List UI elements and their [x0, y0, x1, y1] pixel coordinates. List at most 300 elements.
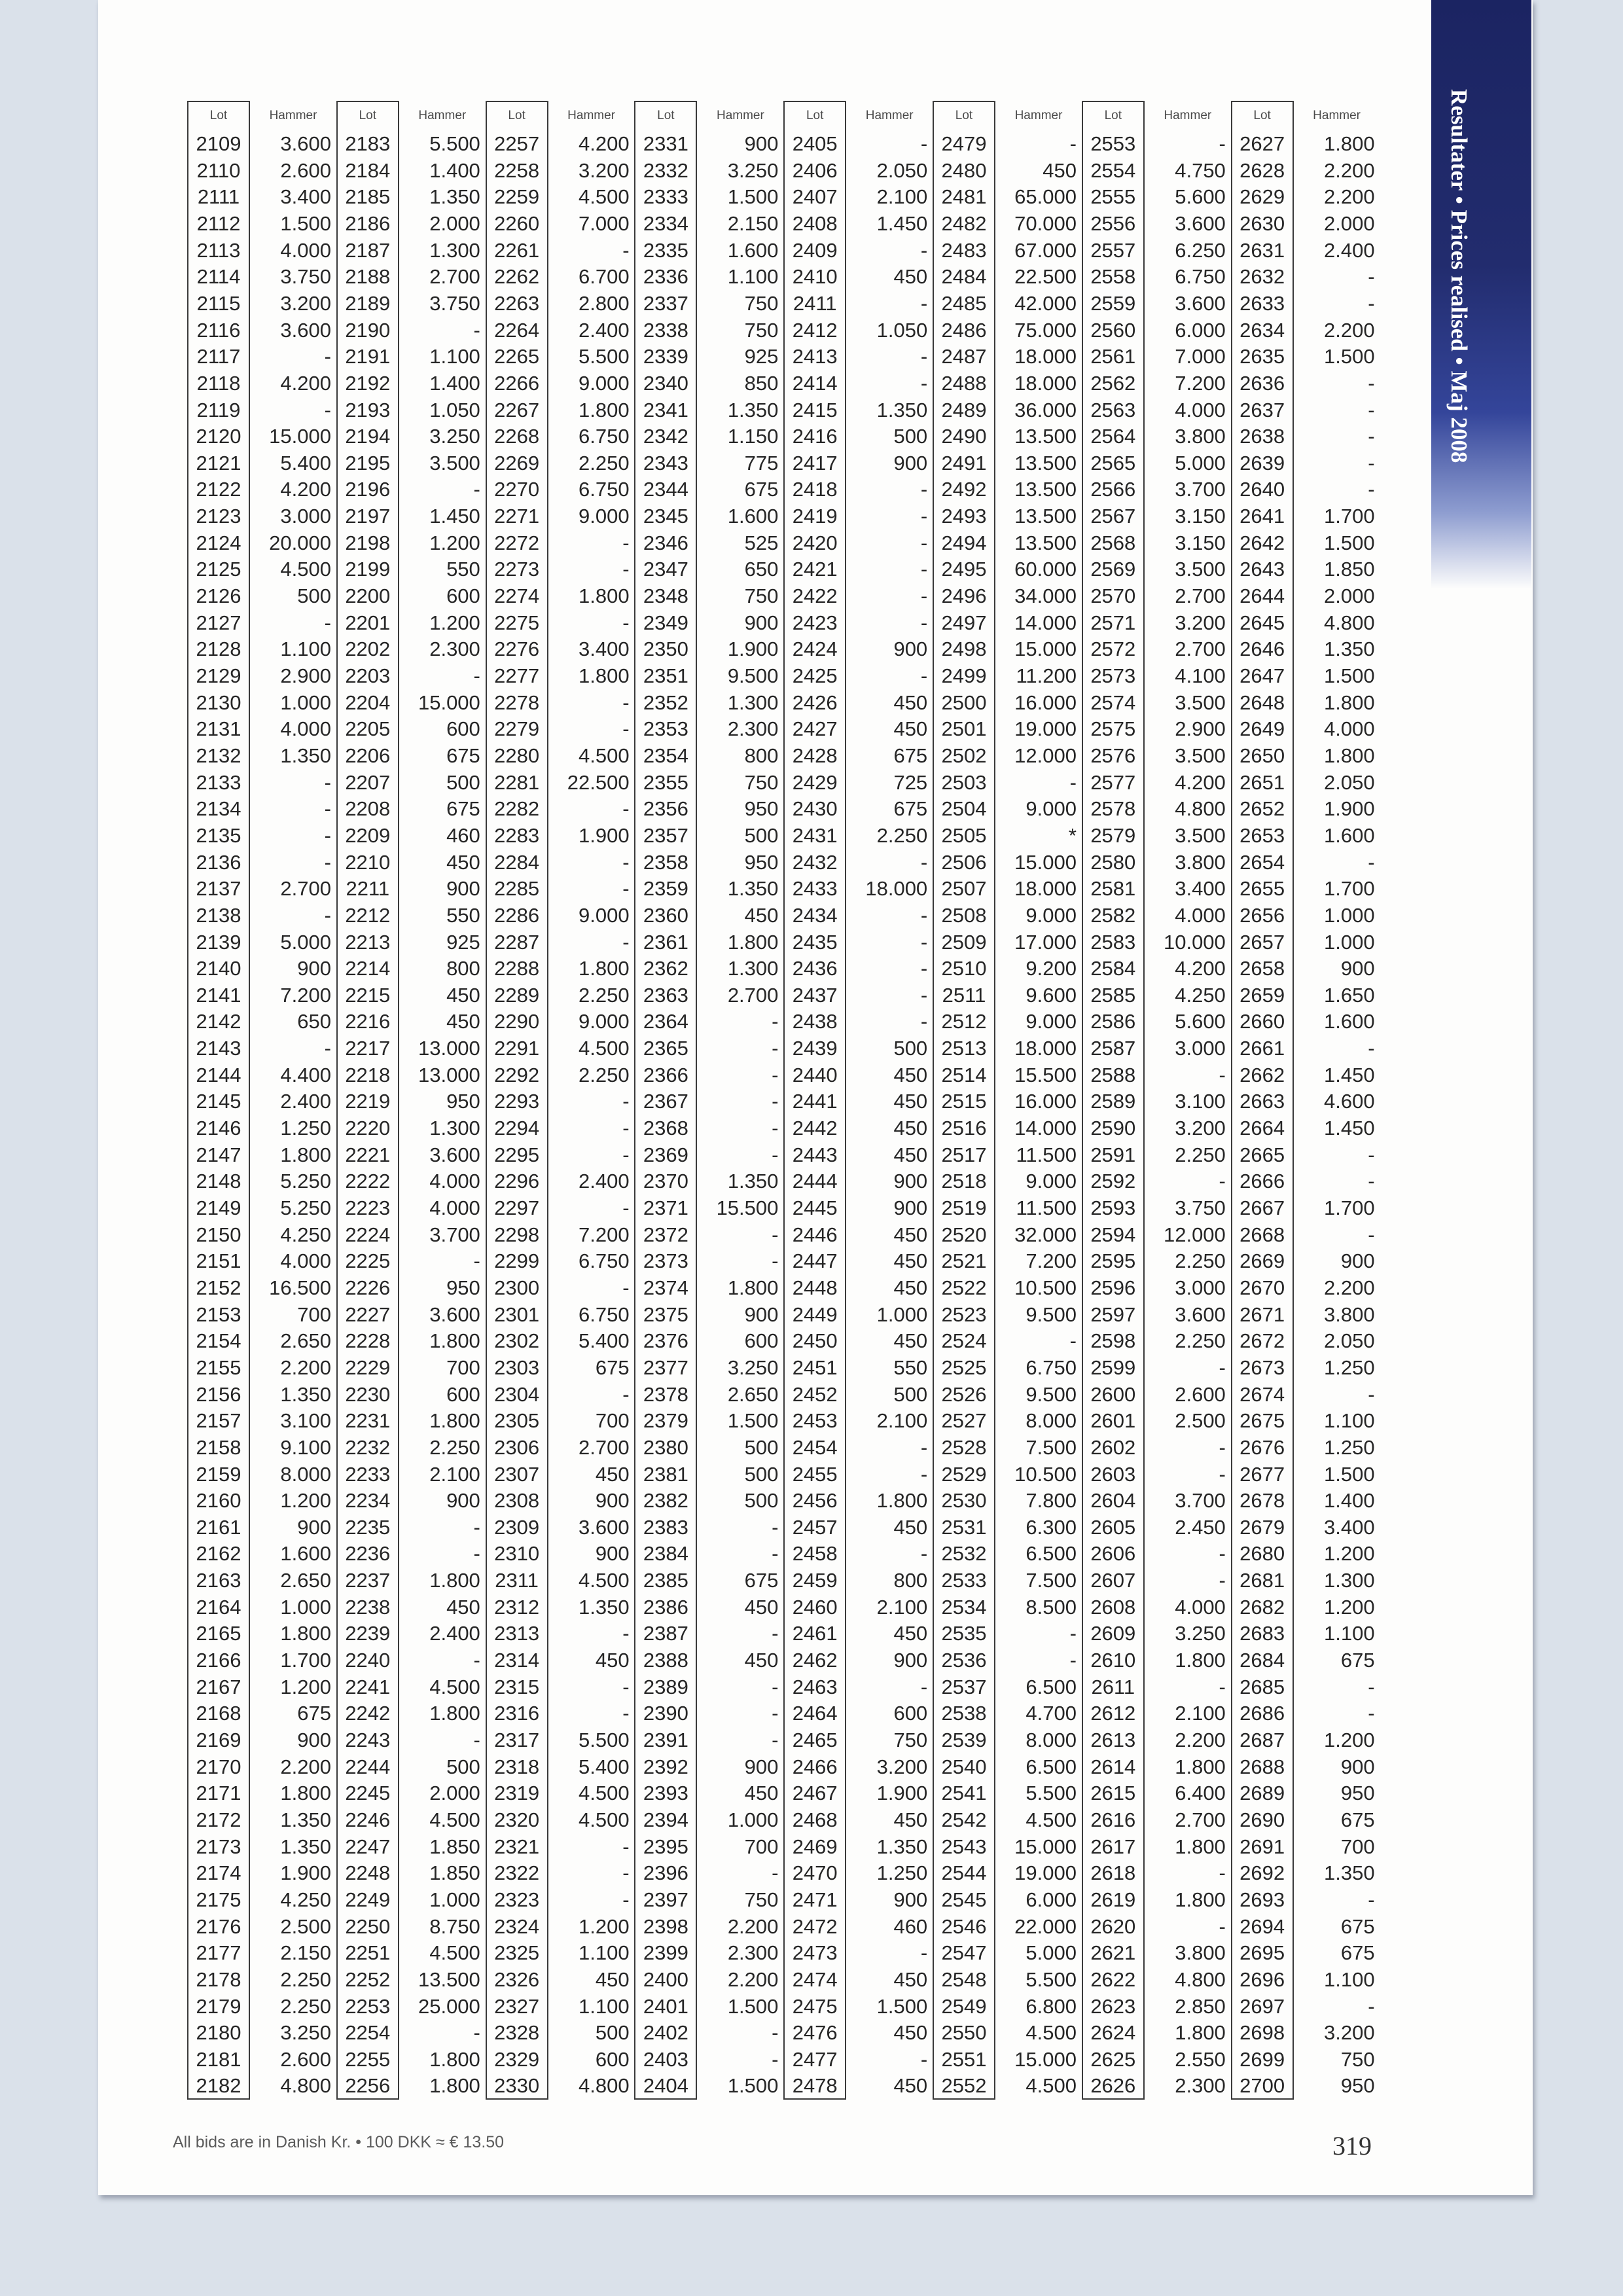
hammer-price: - — [920, 558, 928, 581]
hammer-price: 1.000 — [280, 1595, 331, 1619]
hammer-price: 1.900 — [1324, 797, 1375, 821]
lot-number: 2416 — [792, 425, 838, 448]
hammer-price: 925 — [446, 930, 480, 954]
hammer-price: 1.850 — [429, 1835, 480, 1858]
hammer-price: 13.000 — [418, 1063, 480, 1086]
lot-number: 2311 — [495, 1569, 539, 1592]
lot-number: 2303 — [494, 1355, 540, 1379]
lot-number: 2223 — [345, 1196, 391, 1219]
lot-number: 2423 — [792, 611, 838, 634]
hammer-price: - — [622, 1622, 630, 1645]
lot-number: 2262 — [494, 265, 540, 289]
hammer-price: 3.500 — [1175, 558, 1226, 581]
hammer-price: 1.800 — [1175, 1649, 1226, 1672]
hammer-column — [846, 101, 933, 2100]
lot-number: 2194 — [345, 425, 391, 448]
lot-number: 2217 — [345, 1037, 391, 1060]
lot-number: 2362 — [643, 957, 688, 980]
hammer-price: 4.800 — [280, 2074, 331, 2098]
hammer-price: - — [920, 1435, 928, 1459]
hammer-price: 1.250 — [280, 1117, 331, 1140]
hammer-price: 1.800 — [280, 1143, 331, 1166]
hammer-price: 5.500 — [429, 132, 480, 155]
lot-number: 2531 — [941, 1515, 987, 1539]
lot-number: 2689 — [1240, 1782, 1285, 1805]
lot-number: 2580 — [1090, 850, 1136, 874]
hammer-price: - — [772, 2021, 779, 2045]
lot-number: 2460 — [792, 1595, 838, 1619]
hammer-price: - — [920, 1941, 928, 1965]
hammer-price: - — [772, 1515, 779, 1539]
lot-number: 2296 — [494, 1170, 540, 1193]
lot-number: 2316 — [494, 1702, 540, 1725]
hammer-price: 1.800 — [280, 1622, 331, 1645]
lot-number: 2643 — [1240, 558, 1285, 581]
hammer-price: 3.400 — [280, 185, 331, 209]
lot-number: 2135 — [196, 823, 241, 847]
lot-number: 2228 — [345, 1329, 391, 1353]
hammer-price: 450 — [744, 1595, 779, 1619]
lot-number: 2493 — [941, 505, 987, 528]
lot-number: 2487 — [941, 345, 987, 368]
hammer-price: 3.500 — [1175, 823, 1226, 847]
lot-number: 2354 — [643, 744, 688, 767]
lot-number: 2327 — [494, 1994, 540, 2018]
hammer-price: 1.100 — [1324, 1622, 1375, 1645]
lot-number: 2440 — [792, 1063, 838, 1086]
lot-number: 2628 — [1240, 158, 1285, 182]
hammer-price: 2.250 — [280, 1994, 331, 2018]
hammer-price: 18.000 — [1014, 877, 1077, 901]
lot-number: 2308 — [494, 1489, 540, 1513]
hammer-price: 900 — [893, 1649, 928, 1672]
lot-number: 2337 — [643, 291, 688, 315]
hammer-price: 450 — [893, 1143, 928, 1166]
hammer-price: 725 — [893, 770, 928, 794]
hammer-price: - — [1219, 1569, 1226, 1592]
hammer-price: 950 — [446, 1090, 480, 1113]
lot-number: 2257 — [494, 132, 540, 155]
hammer-price: 1.900 — [876, 1782, 928, 1805]
hammer-price: 6.250 — [1175, 238, 1226, 262]
lot-number: 2328 — [494, 2021, 540, 2045]
lot-number: 2665 — [1240, 1143, 1285, 1166]
hammer-price: - — [1219, 1542, 1226, 1566]
hammer-price: 1.700 — [1324, 1196, 1375, 1219]
lot-number: 2186 — [345, 211, 391, 235]
lot-number: 2272 — [494, 531, 540, 554]
hammer-price: - — [1368, 1223, 1375, 1246]
hammer-price: 3.750 — [280, 265, 331, 289]
lot-number: 2366 — [643, 1063, 688, 1086]
lot-number: 2700 — [1240, 2074, 1285, 2098]
hammer-price: - — [324, 797, 331, 821]
hammer-price: 1.000 — [727, 1808, 779, 1831]
lot-number: 2503 — [941, 770, 987, 794]
hammer-price: 17.000 — [1014, 930, 1077, 954]
hammer-price: - — [324, 770, 331, 794]
lot-number: 2563 — [1090, 398, 1136, 422]
hammer-price: 3.600 — [1175, 1302, 1226, 1326]
lot-number: 2254 — [345, 2021, 391, 2045]
lot-number: 2558 — [1090, 265, 1136, 289]
lot-number: 2339 — [643, 345, 688, 368]
lot-number: 2310 — [494, 1542, 540, 1566]
lot-number: 2219 — [345, 1090, 391, 1113]
lot-number: 2376 — [643, 1329, 688, 1353]
lot-number: 2198 — [345, 531, 391, 554]
lot-number: 2312 — [494, 1595, 540, 1619]
hammer-price: 13.000 — [418, 1037, 480, 1060]
hammer-price: - — [1368, 451, 1375, 475]
lot-number: 2618 — [1090, 1861, 1136, 1885]
lot-number: 2363 — [643, 983, 688, 1007]
hammer-price: 9.000 — [579, 505, 630, 528]
currency-note: All bids are in Danish Kr. • 100 DKK ≈ € 13.50 — [173, 2133, 505, 2151]
hammer-price: 2.100 — [876, 1409, 928, 1433]
hammer-price: 2.250 — [1175, 1249, 1226, 1273]
hammer-price: 450 — [893, 1329, 928, 1353]
lot-number: 2451 — [792, 1355, 838, 1379]
hammer-price: 65.000 — [1014, 185, 1077, 209]
lot-column — [1231, 101, 1294, 2100]
lot-number: 2259 — [494, 185, 540, 209]
hammer-price: 1.500 — [1324, 531, 1375, 554]
hammer-price: 4.700 — [1026, 1702, 1077, 1725]
lot-number: 2174 — [196, 1861, 241, 1885]
hammer-header: Hammer — [418, 109, 467, 122]
lot-number: 2582 — [1090, 903, 1136, 927]
hammer-price: 1.500 — [1324, 1462, 1375, 1486]
lot-number: 2438 — [792, 1010, 838, 1033]
hammer-price: 6.400 — [1175, 1782, 1226, 1805]
hammer-price: - — [622, 1888, 630, 1911]
hammer-price: 8.000 — [1026, 1729, 1077, 1751]
hammer-column — [1145, 101, 1231, 2100]
hammer-price: - — [622, 1675, 630, 1698]
hammer-price: 3.200 — [876, 1755, 928, 1778]
hammer-price: 2.300 — [727, 717, 779, 741]
lot-number: 2640 — [1240, 478, 1285, 501]
hammer-price: 5.000 — [1175, 451, 1226, 475]
lot-number: 2332 — [643, 158, 688, 182]
lot-number: 2188 — [345, 265, 391, 289]
lot-number: 2651 — [1240, 770, 1285, 794]
hammer-price: 900 — [893, 637, 928, 661]
hammer-header: Hammer — [716, 109, 764, 122]
hammer-price: 675 — [595, 1355, 630, 1379]
hammer-price: 750 — [893, 1729, 928, 1751]
lot-number: 2138 — [196, 903, 241, 927]
hammer-price: - — [1368, 265, 1375, 289]
hammer-price: 10.500 — [1014, 1462, 1077, 1486]
lot-number: 2517 — [941, 1143, 987, 1166]
hammer-price: 750 — [744, 584, 779, 608]
hammer-price: - — [622, 877, 630, 901]
lot-number: 2502 — [941, 744, 987, 767]
hammer-price: 4.000 — [1175, 903, 1226, 927]
lot-number: 2221 — [345, 1143, 391, 1166]
hammer-price: 700 — [595, 1409, 630, 1433]
hammer-price: 1.800 — [579, 398, 630, 422]
lot-number: 2260 — [494, 211, 540, 235]
hammer-price: - — [920, 850, 928, 874]
hammer-price: - — [1219, 1914, 1226, 1938]
hammer-price: 2.300 — [429, 637, 480, 661]
lot-number: 2212 — [345, 903, 391, 927]
lot-number: 2237 — [345, 1569, 391, 1592]
lot-number: 2638 — [1240, 425, 1285, 448]
hammer-price: - — [622, 1861, 630, 1885]
hammer-price: 525 — [744, 531, 779, 554]
hammer-price: - — [622, 797, 630, 821]
hammer-price: 1.000 — [429, 1888, 480, 1911]
hammer-price: 4.500 — [579, 1037, 630, 1060]
lot-number: 2145 — [196, 1090, 241, 1113]
lot-number: 2172 — [196, 1808, 241, 1831]
lot-number: 2289 — [494, 983, 540, 1007]
lot-number: 2473 — [792, 1941, 838, 1965]
hammer-price: 675 — [446, 744, 480, 767]
hammer-price: 5.250 — [280, 1170, 331, 1193]
lot-number: 2347 — [643, 558, 688, 581]
hammer-price: - — [622, 1117, 630, 1140]
lot-column — [1082, 101, 1145, 2100]
hammer-price: 22.500 — [1014, 265, 1077, 289]
lot-number: 2244 — [345, 1755, 391, 1778]
lot-number: 2390 — [643, 1702, 688, 1725]
hammer-price: 900 — [1340, 957, 1375, 980]
hammer-price: 2.050 — [876, 158, 928, 182]
lot-number: 2641 — [1240, 505, 1285, 528]
lot-number: 2341 — [643, 398, 688, 422]
lot-number: 2676 — [1240, 1435, 1285, 1459]
section-tab — [1431, 0, 1531, 589]
hammer-price: - — [473, 318, 480, 342]
hammer-price: - — [1368, 1702, 1375, 1725]
hammer-price: 750 — [1340, 2047, 1375, 2071]
hammer-price: 450 — [893, 2074, 928, 2098]
lot-number: 2577 — [1090, 770, 1136, 794]
hammer-price: 2.200 — [1324, 318, 1375, 342]
hammer-price: 1.100 — [1324, 1967, 1375, 1991]
lot-number: 2392 — [643, 1755, 688, 1778]
lot-number: 2408 — [792, 211, 838, 235]
lot-number: 2526 — [941, 1382, 987, 1406]
hammer-price: 1.000 — [1324, 930, 1375, 954]
lot-number: 2653 — [1240, 823, 1285, 847]
lot-number: 2112 — [196, 211, 241, 235]
hammer-price: 500 — [595, 2021, 630, 2045]
hammer-price: 5.500 — [1026, 1967, 1077, 1991]
lot-number: 2229 — [345, 1355, 391, 1379]
hammer-price: 1.900 — [579, 823, 630, 847]
lot-number: 2205 — [345, 717, 391, 741]
hammer-price: 9.000 — [1026, 797, 1077, 821]
hammer-price: 6.750 — [579, 1302, 630, 1326]
hammer-price: 675 — [1340, 1649, 1375, 1672]
lot-number: 2538 — [941, 1702, 987, 1725]
hammer-price: 1.200 — [280, 1675, 331, 1698]
lot-number: 2255 — [345, 2047, 391, 2071]
hammer-price: 3.000 — [280, 505, 331, 528]
hammer-price: 1.350 — [876, 1835, 928, 1858]
lot-number: 2397 — [643, 1888, 688, 1911]
lot-number: 2143 — [196, 1037, 241, 1060]
lot-number: 2118 — [196, 371, 241, 395]
lot-number: 2146 — [196, 1117, 241, 1140]
hammer-price: 4.000 — [1175, 398, 1226, 422]
section-tab-label: Resultater • Prices realised • Maj 2008 — [1446, 89, 1472, 463]
lot-header: Lot — [955, 109, 973, 122]
lot-number: 2407 — [792, 185, 838, 209]
lot-column — [933, 101, 995, 2100]
lot-number: 2375 — [643, 1302, 688, 1326]
lot-number: 2412 — [792, 318, 838, 342]
lot-number: 2650 — [1240, 744, 1285, 767]
hammer-price: 1.800 — [429, 2074, 480, 2098]
hammer-price: 2.100 — [876, 1595, 928, 1619]
lot-number: 2480 — [941, 158, 987, 182]
lot-number: 2148 — [196, 1170, 241, 1193]
hammer-price: 2.900 — [1175, 717, 1226, 741]
lot-number: 2216 — [345, 1010, 391, 1033]
hammer-price: 75.000 — [1014, 318, 1077, 342]
hammer-price: 1.300 — [727, 691, 779, 714]
lot-number: 2297 — [494, 1196, 540, 1219]
hammer-column — [995, 101, 1082, 2100]
hammer-price: 1.200 — [280, 1489, 331, 1513]
lot-number: 2199 — [345, 558, 391, 581]
lot-number: 2549 — [941, 1994, 987, 2018]
lot-number: 2343 — [643, 451, 688, 475]
hammer-price: 4.800 — [1175, 797, 1226, 821]
hammer-price: 4.800 — [1324, 611, 1375, 634]
hammer-price: 2.250 — [876, 823, 928, 847]
hammer-price: 4.750 — [1175, 158, 1226, 182]
hammer-price: - — [920, 611, 928, 634]
hammer-price: 12.000 — [1163, 1223, 1226, 1246]
hammer-price: 900 — [297, 957, 331, 980]
hammer-price: - — [324, 398, 331, 422]
hammer-price: 1.100 — [1324, 1409, 1375, 1433]
lot-number: 2431 — [792, 823, 838, 847]
lot-number: 2688 — [1240, 1755, 1285, 1778]
lot-number: 2252 — [345, 1967, 391, 1991]
lot-number: 2134 — [196, 797, 241, 821]
hammer-price: - — [1368, 1170, 1375, 1193]
hammer-price: - — [772, 1702, 779, 1725]
hammer-price: 4.000 — [280, 1249, 331, 1273]
lot-number: 2661 — [1240, 1037, 1285, 1060]
hammer-price: 1.350 — [579, 1595, 630, 1619]
lot-number: 2350 — [643, 637, 688, 661]
lot-number: 2395 — [643, 1835, 688, 1858]
lot-number: 2270 — [494, 478, 540, 501]
hammer-price: 13.500 — [1014, 505, 1077, 528]
hammer-price: 900 — [893, 451, 928, 475]
lot-number: 2396 — [643, 1861, 688, 1885]
hammer-price: - — [920, 505, 928, 528]
hammer-price: 900 — [893, 1196, 928, 1219]
lot-number: 2446 — [792, 1223, 838, 1246]
lot-number: 2282 — [494, 797, 540, 821]
lot-number: 2154 — [196, 1329, 241, 1353]
lot-number: 2593 — [1090, 1196, 1136, 1219]
hammer-price: 4.500 — [280, 558, 331, 581]
hammer-price: 1.350 — [280, 1808, 331, 1831]
hammer-price: 1.400 — [429, 158, 480, 182]
hammer-price: 450 — [595, 1462, 630, 1486]
hammer-price: 1.350 — [429, 185, 480, 209]
lot-number: 2400 — [643, 1967, 688, 1991]
lot-number: 2214 — [345, 957, 391, 980]
lot-number: 2180 — [196, 2021, 241, 2045]
hammer-price: - — [920, 903, 928, 927]
hammer-price: 1.350 — [280, 1382, 331, 1406]
hammer-price: - — [920, 664, 928, 687]
lot-number: 2361 — [643, 930, 688, 954]
hammer-price: 950 — [446, 1276, 480, 1299]
lot-number: 2692 — [1240, 1861, 1285, 1885]
lot-number: 2509 — [941, 930, 987, 954]
lot-number: 2680 — [1240, 1542, 1285, 1566]
lot-number: 2644 — [1240, 584, 1285, 608]
lot-number: 2679 — [1240, 1515, 1285, 1539]
hammer-price: 500 — [297, 584, 331, 608]
hammer-price: 900 — [744, 611, 779, 634]
hammer-price: 950 — [1340, 2074, 1375, 2098]
lot-number: 2512 — [941, 1010, 987, 1033]
hammer-price: - — [772, 1223, 779, 1246]
hammer-price: - — [1069, 1329, 1077, 1353]
lot-number: 2387 — [643, 1622, 688, 1645]
lot-number: 2359 — [643, 877, 688, 901]
lot-number: 2208 — [345, 797, 391, 821]
hammer-price: 2.250 — [1175, 1143, 1226, 1166]
hammer-price: - — [1368, 398, 1375, 422]
lot-number: 2637 — [1240, 398, 1285, 422]
lot-number: 2458 — [792, 1542, 838, 1566]
hammer-price: 1.600 — [280, 1542, 331, 1566]
hammer-price: - — [920, 291, 928, 315]
lot-number: 2604 — [1090, 1489, 1136, 1513]
lot-number: 2307 — [494, 1462, 540, 1486]
lot-number: 2608 — [1090, 1595, 1136, 1619]
hammer-price: 6.750 — [579, 478, 630, 501]
hammer-price: - — [1368, 1037, 1375, 1060]
hammer-price: 9.600 — [1026, 983, 1077, 1007]
lot-number: 2119 — [196, 398, 241, 422]
lot-number: 2291 — [494, 1037, 540, 1060]
hammer-price: 6.300 — [1026, 1515, 1077, 1539]
lot-number: 2504 — [941, 797, 987, 821]
lot-number: 2540 — [941, 1755, 987, 1778]
lot-number: 2522 — [941, 1276, 987, 1299]
lot-number: 2483 — [941, 238, 987, 262]
hammer-price: 3.700 — [1175, 478, 1226, 501]
lot-number: 2275 — [494, 611, 540, 634]
hammer-price: 1.500 — [280, 211, 331, 235]
lot-number: 2385 — [643, 1569, 688, 1592]
lot-number: 2218 — [345, 1063, 391, 1086]
lot-number: 2574 — [1090, 691, 1136, 714]
lot-number: 2168 — [196, 1702, 241, 1725]
hammer-price: 800 — [446, 957, 480, 980]
hammer-price: 1.500 — [727, 1994, 779, 2018]
hammer-price: 450 — [893, 265, 928, 289]
hammer-price: 13.500 — [1014, 531, 1077, 554]
